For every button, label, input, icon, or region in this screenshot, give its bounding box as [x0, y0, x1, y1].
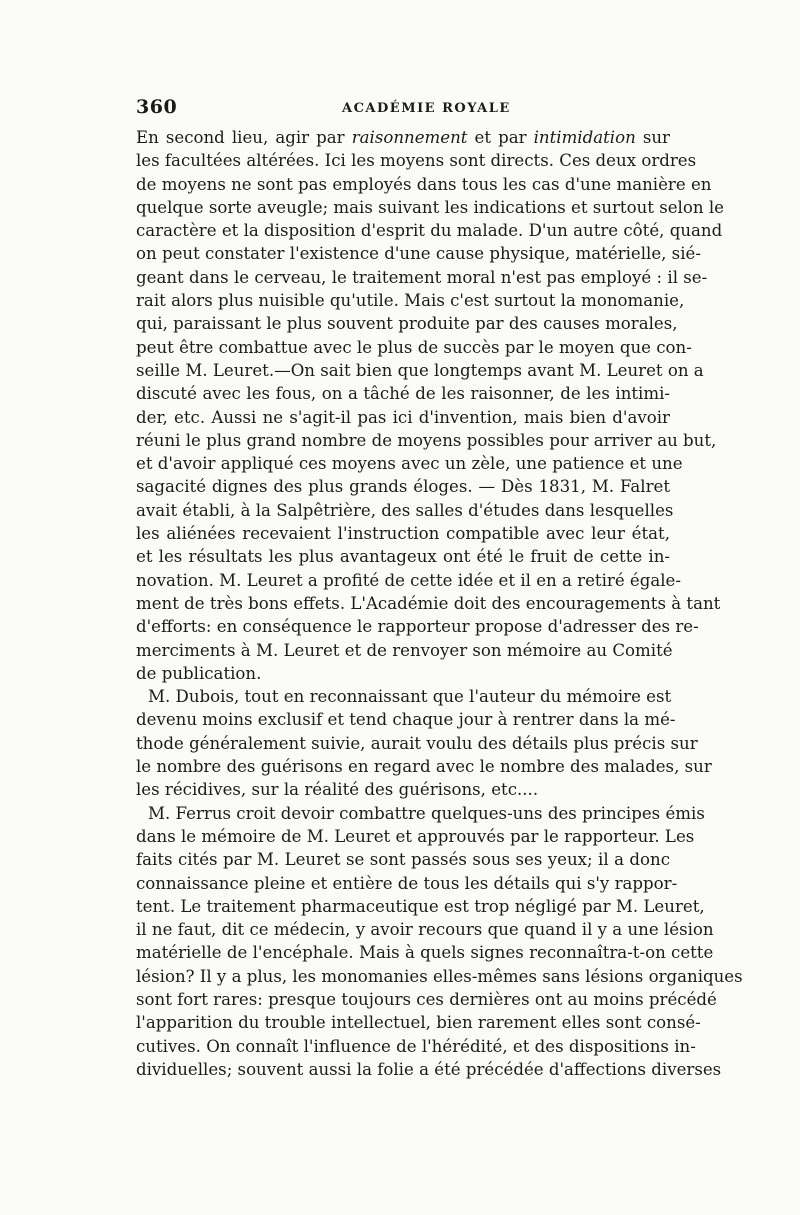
text-line: thode généralement suivie, aurait voulu des détails plus précis sur [136, 733, 698, 753]
text-line: sont fort rares: presque toujours ces dernières ont au moins précédé [136, 989, 717, 1009]
text-line: et les résultats les plus avantageux ont été le fruit de cette in- [136, 547, 670, 567]
text-line: lésion? Il y a plus, les monomanies elles-mêmes sans lésions organiques [136, 966, 743, 986]
text-line: d'efforts: en conséquence le rapporteur propose d'adresser des re- [136, 617, 699, 637]
text-line: les récidives, sur la réalité des guérisons, etc.... [136, 780, 539, 800]
text-line: de moyens ne sont pas employés dans tous les cas d'une manière en [136, 174, 712, 194]
text-line: dividuelles; souvent aussi la folie a été précédée d'affections diverses [136, 1059, 722, 1079]
text-line: merciments à M. Leuret et de renvoyer son mémoire au Comité [136, 640, 673, 660]
text-line: dans le mémoire de M. Leuret et approuvés par le rapporteur. Les [136, 826, 695, 846]
text-line: les facultées altérées. Ici les moyens sont directs. Ces deux ordres [136, 151, 697, 171]
page-header [136, 96, 670, 120]
text-line: caractère et la disposition d'esprit du malade. D'un autre côté, quand [136, 221, 723, 241]
body-text [136, 126, 743, 1081]
text-line: rait alors plus nuisible qu'utile. Mais c'est surtout la monomanie, [136, 291, 685, 311]
text-line: les aliénées recevaient l'instruction compatible avec leur état, [136, 524, 670, 544]
text-line: matérielle de l'encéphale. Mais à quels signes reconnaîtra-t-on cette [136, 943, 714, 963]
text-line: on peut constater l'existence d'une cause physique, matérielle, sié- [136, 244, 701, 264]
text-line: M. Dubois, tout en reconnaissant que l'auteur du mémoire est [148, 687, 672, 707]
text-line: M. Ferrus croit devoir combattre quelques-uns des principes émis [148, 803, 705, 823]
text-line: le nombre des guérisons en regard avec le nombre des malades, sur [136, 757, 712, 777]
text-line: faits cités par M. Leuret se sont passés sous ses yeux; il a donc [136, 850, 670, 870]
text-line: l'apparition du trouble intellectuel, bien rarement elles sont consé- [136, 1013, 701, 1033]
italic-term: raisonnement [351, 128, 468, 147]
text-line: der, etc. Aussi ne s'agit-il pas ici d'invention, mais bien d'avoir [136, 407, 670, 427]
text-line: cutives. On connaît l'influence de l'hérédité, et des dispositions in- [136, 1036, 696, 1056]
text-line: devenu moins exclusif et tend chaque jour à rentrer dans la mé- [136, 710, 676, 730]
text-line: et d'avoir appliqué ces moyens avec un zèle, une patience et une [136, 454, 683, 474]
text-line: ment de très bons effets. L'Académie doit des encouragements à tant [136, 593, 721, 613]
text-line: peut être combattue avec le plus de succès par le moyen que con- [136, 337, 692, 357]
italic-term: intimidation [533, 128, 636, 147]
text-line: connaissance pleine et entière de tous les détails qui s'y rappor- [136, 873, 678, 893]
text-line: novation. M. Leuret a profité de cette idée et il en a retiré égale- [136, 570, 681, 590]
text-line: quelque sorte aveugle; mais suivant les indications et surtout selon le [136, 197, 724, 217]
text-line: avait établi, à la Salpêtrière, des salles d'études dans lesquelles [136, 500, 674, 520]
text-line: qui, paraissant le plus souvent produite par des causes morales, [136, 314, 678, 334]
text-line: il ne faut, dit ce médecin, y avoir recours que quand il y a une lésion [136, 920, 714, 940]
page-number: 360 [136, 96, 178, 118]
text-line: de publication. [136, 663, 262, 683]
text-line: discuté avec les fous, on a tâché de les raisonner, de les intimi- [136, 384, 670, 404]
text-line: seille M. Leuret.—On sait bien que longtemps avant M. Leuret on a [136, 360, 704, 380]
text-line: sagacité dignes des plus grands éloges. — Dès 1831, M. Falret [136, 477, 670, 497]
text-line: geant dans le cerveau, le traitement moral n'est pas employé : il se- [136, 267, 708, 287]
text-line: En second lieu, agir par raisonnement et par intimidation sur [136, 128, 670, 147]
running-title: ACADÉMIE ROYALE [342, 101, 511, 116]
text-line: réuni le plus grand nombre de moyens possibles pour arriver au but, [136, 430, 717, 450]
text-line: tent. Le traitement pharmaceutique est trop négligé par M. Leuret, [136, 896, 705, 916]
